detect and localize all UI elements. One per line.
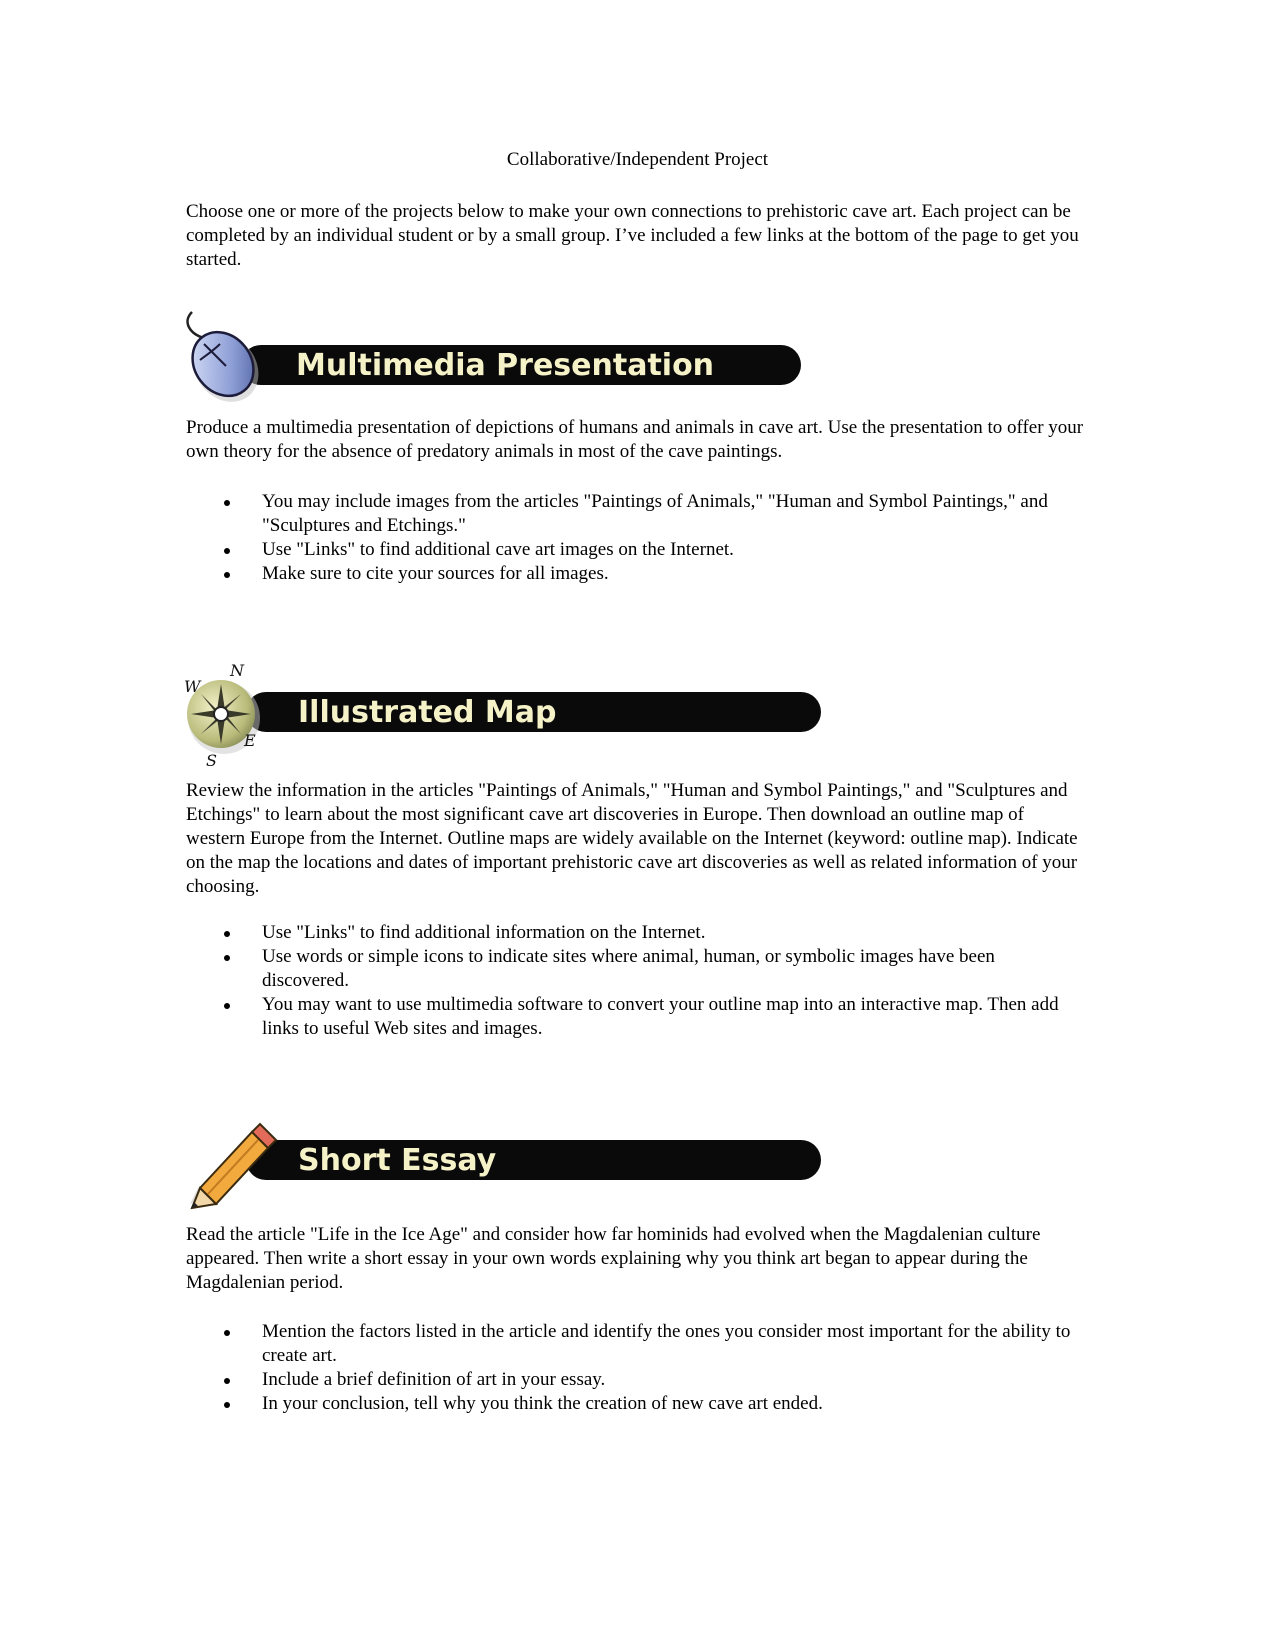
svg-text:E: E — [244, 731, 256, 750]
short-essay-body: Read the article "Life in the Ice Age" and consider how far hominids had evolved when the Magdalenian culture appeared. Then write a short essay in your own words explaining why you think art began to appear during the Magdalenian period. — [186, 1224, 1041, 1293]
short-essay-banner — [186, 1112, 826, 1212]
page-title: Collaborative/Independent Project — [506, 149, 769, 170]
illustrated-map-banner — [186, 662, 826, 782]
list-item: You may include images from the articles "Paintings of Animals," "Human and Symbol Paintings," and "Sculptures and Etchings." — [186, 490, 1086, 538]
list-item: You may want to use multimedia software to convert your outline map into an interactive map. Then add links to useful Web sites and images. — [186, 993, 1086, 1041]
list-item: Use "Links" to find additional information on the Internet. — [186, 921, 1086, 945]
multimedia-body: Produce a multimedia presentation of depictions of humans and animals in cave art. Use the presentation to offer your own theory for the absence of predatory animals in most of the cave paintings. — [186, 417, 1084, 462]
intro-paragraph: Choose one or more of the projects below to make your own connections to prehistoric cave art. Each project can be completed by an individual student or by a small group. I’ve included a few links at the bottom of the page to get you started. — [186, 201, 1079, 270]
illustrated-map-bullet-list — [186, 921, 1086, 1041]
list-item: Make sure to cite your sources for all images. — [186, 562, 1086, 586]
list-item: Use "Links" to find additional cave art images on the Internet. — [186, 538, 1086, 562]
illustrated-map-body: Review the information in the articles "Paintings of Animals," "Human and Symbol Paintings," and "Sculptures and Etchings" to learn about the most significant cave art discoveries in Europe. Then download an outline map of western Europe from the Internet. Outline maps are widely available on the Internet (keyword: outline map). Indicate on the map the locations and dates of important prehistoric cave art discoveries as well as related information of your choosing. — [186, 780, 1078, 897]
svg-text:N: N — [230, 661, 244, 680]
banner-label: Illustrated Map — [298, 695, 557, 730]
list-item: In your conclusion, tell why you think the creation of new cave art ended. — [186, 1392, 1086, 1416]
list-item: Mention the factors listed in the article and identify the ones you consider most important for the ability to create art. — [186, 1320, 1086, 1368]
svg-text:W: W — [184, 677, 201, 696]
banner-label: Multimedia Presentation — [296, 348, 715, 383]
multimedia-presentation-banner — [186, 310, 806, 410]
compass-icon — [184, 661, 260, 770]
list-item: Include a brief definition of art in your essay. — [186, 1368, 1086, 1392]
banner-label: Short Essay — [298, 1143, 497, 1178]
multimedia-bullet-list — [186, 490, 1086, 586]
short-essay-bullet-list — [186, 1320, 1086, 1416]
list-item: Use words or simple icons to indicate sites where animal, human, or symbolic images have been discovered. — [186, 945, 1086, 993]
svg-text:S: S — [206, 751, 217, 770]
